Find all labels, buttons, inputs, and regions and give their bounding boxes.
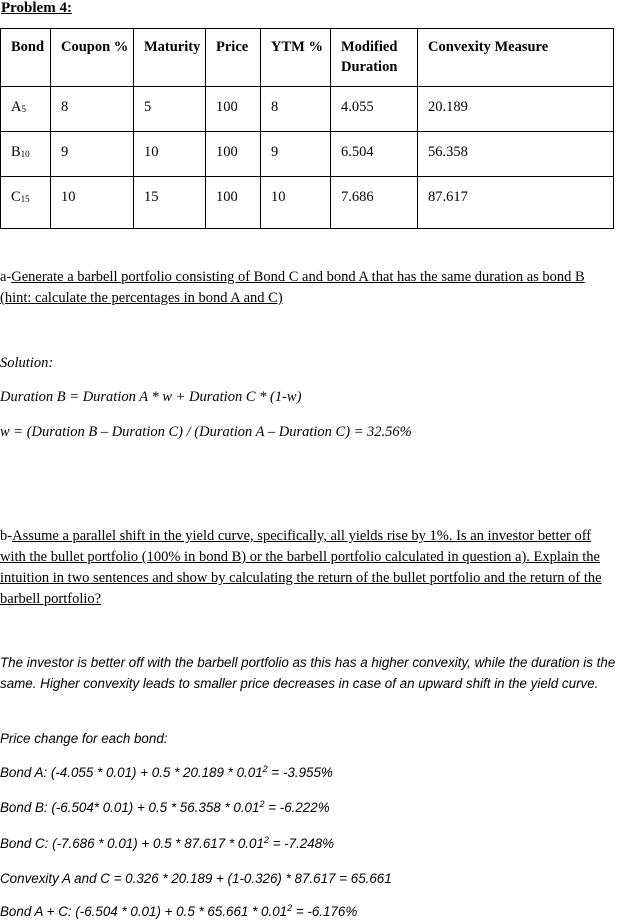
convexity-cell: 20.189 bbox=[418, 87, 614, 132]
price-cell: 100 bbox=[206, 132, 261, 177]
ytm-cell: 8 bbox=[261, 87, 331, 132]
price-change-heading: Price change for each bond: bbox=[0, 731, 168, 746]
bond-letter: B bbox=[11, 144, 21, 160]
bond-c-price-change bbox=[0, 836, 334, 851]
bond-ac-formula: Bond A + C: (-6.504 * 0.01) + 0.5 * 65.661 * 0.01 bbox=[0, 904, 288, 919]
ytm-cell: 9 bbox=[261, 132, 331, 177]
bond-cell bbox=[1, 132, 51, 177]
question-b bbox=[0, 526, 618, 610]
bond-maturity-subscript: 5 bbox=[21, 104, 26, 114]
ytm-cell: 10 bbox=[261, 177, 331, 229]
bond-b-exponent: 2 bbox=[259, 799, 265, 809]
bond-a-result: = -3.955% bbox=[267, 765, 333, 780]
bond-b-price-change bbox=[0, 800, 330, 815]
bond-letter: A bbox=[11, 99, 22, 115]
bond-b-formula: Bond B: (-6.504* 0.01) + 0.5 * 56.358 * 0.01 bbox=[0, 800, 260, 815]
bond-ac-exponent: 2 bbox=[287, 903, 293, 913]
coupon-cell: 9 bbox=[51, 132, 134, 177]
table-header-row bbox=[1, 29, 614, 87]
bond-cell bbox=[1, 87, 51, 132]
solution-b-intro: The investor is better off with the barbell portfolio as this has a higher convexity, while the duration is the same. Higher convexity leads to smaller price decreases in case of an upward shift in the yield curve. bbox=[0, 655, 616, 691]
bond-a-exponent: 2 bbox=[262, 764, 268, 774]
header-convexity-measure: Convexity Measure bbox=[418, 29, 614, 87]
price-cell: 100 bbox=[206, 87, 261, 132]
question-b-text: Assume a parallel shift in the yield curve, specifically, all yields rise by 1%. Is an investor better off with the bullet portfolio (100% in bond B) or the barbell portfolio calculated in question a). Explain the intuition in two sentences and show by calculating the return of the bullet portfolio and the return of the barbell portfolio? bbox=[0, 528, 602, 607]
table-row bbox=[1, 177, 614, 229]
header-coupon: Coupon % bbox=[51, 29, 134, 87]
question-a bbox=[0, 267, 618, 309]
bond-cell bbox=[1, 177, 51, 229]
convexity-a-and-c: Convexity A and C = 0.326 * 20.189 + (1-0.326) * 87.617 = 65.661 bbox=[0, 871, 392, 886]
bond-b-result: = -6.222% bbox=[264, 800, 330, 815]
duration-cell: 7.686 bbox=[331, 177, 418, 229]
maturity-cell: 5 bbox=[134, 87, 206, 132]
convexity-cell: 87.617 bbox=[418, 177, 614, 229]
maturity-cell: 15 bbox=[134, 177, 206, 229]
solution-a-equation-2: w = (Duration B – Duration C) / (Duration A – Duration C) = 32.56% bbox=[0, 424, 412, 440]
table-row bbox=[1, 87, 614, 132]
bond-ac-price-change bbox=[0, 904, 357, 919]
header-ytm: YTM % bbox=[261, 29, 331, 87]
problem-title: Problem 4: bbox=[1, 0, 72, 16]
question-a-text: Generate a barbell portfolio consisting of Bond C and bond A that has the same duration as bond B (hint: calculate the percentages in bond A and C) bbox=[0, 269, 585, 306]
table-row bbox=[1, 132, 614, 177]
header-price: Price bbox=[206, 29, 261, 87]
bond-c-formula: Bond C: (-7.686 * 0.01) + 0.5 * 87.617 * 0.01 bbox=[0, 836, 264, 851]
bond-c-exponent: 2 bbox=[263, 835, 269, 845]
coupon-cell: 8 bbox=[51, 87, 134, 132]
header-maturity: Maturity bbox=[134, 29, 206, 87]
coupon-cell: 10 bbox=[51, 177, 134, 229]
bond-a-formula: Bond A: (-4.055 * 0.01) + 0.5 * 20.189 * 0.01 bbox=[0, 765, 263, 780]
header-modified-duration: Modified Duration bbox=[331, 29, 418, 87]
duration-cell: 4.055 bbox=[331, 87, 418, 132]
duration-cell: 6.504 bbox=[331, 132, 418, 177]
bond-maturity-subscript: 10 bbox=[20, 149, 30, 159]
solution-a-equation-1: Duration B = Duration A * w + Duration C * (1-w) bbox=[0, 389, 302, 405]
question-a-prefix: a- bbox=[0, 269, 12, 285]
header-bond: Bond bbox=[1, 29, 51, 87]
solution-a-heading: Solution: bbox=[0, 355, 54, 371]
question-b-prefix: b- bbox=[0, 528, 13, 544]
bond-c-result: = -7.248% bbox=[268, 836, 335, 851]
maturity-cell: 10 bbox=[134, 132, 206, 177]
bond-maturity-subscript: 15 bbox=[20, 194, 30, 204]
bond-table bbox=[0, 28, 614, 229]
convexity-cell: 56.358 bbox=[418, 132, 614, 177]
bond-ac-result: = -6.176% bbox=[292, 904, 358, 919]
bond-a-price-change bbox=[0, 765, 333, 780]
bond-letter: C bbox=[11, 189, 21, 205]
price-cell: 100 bbox=[206, 177, 261, 229]
